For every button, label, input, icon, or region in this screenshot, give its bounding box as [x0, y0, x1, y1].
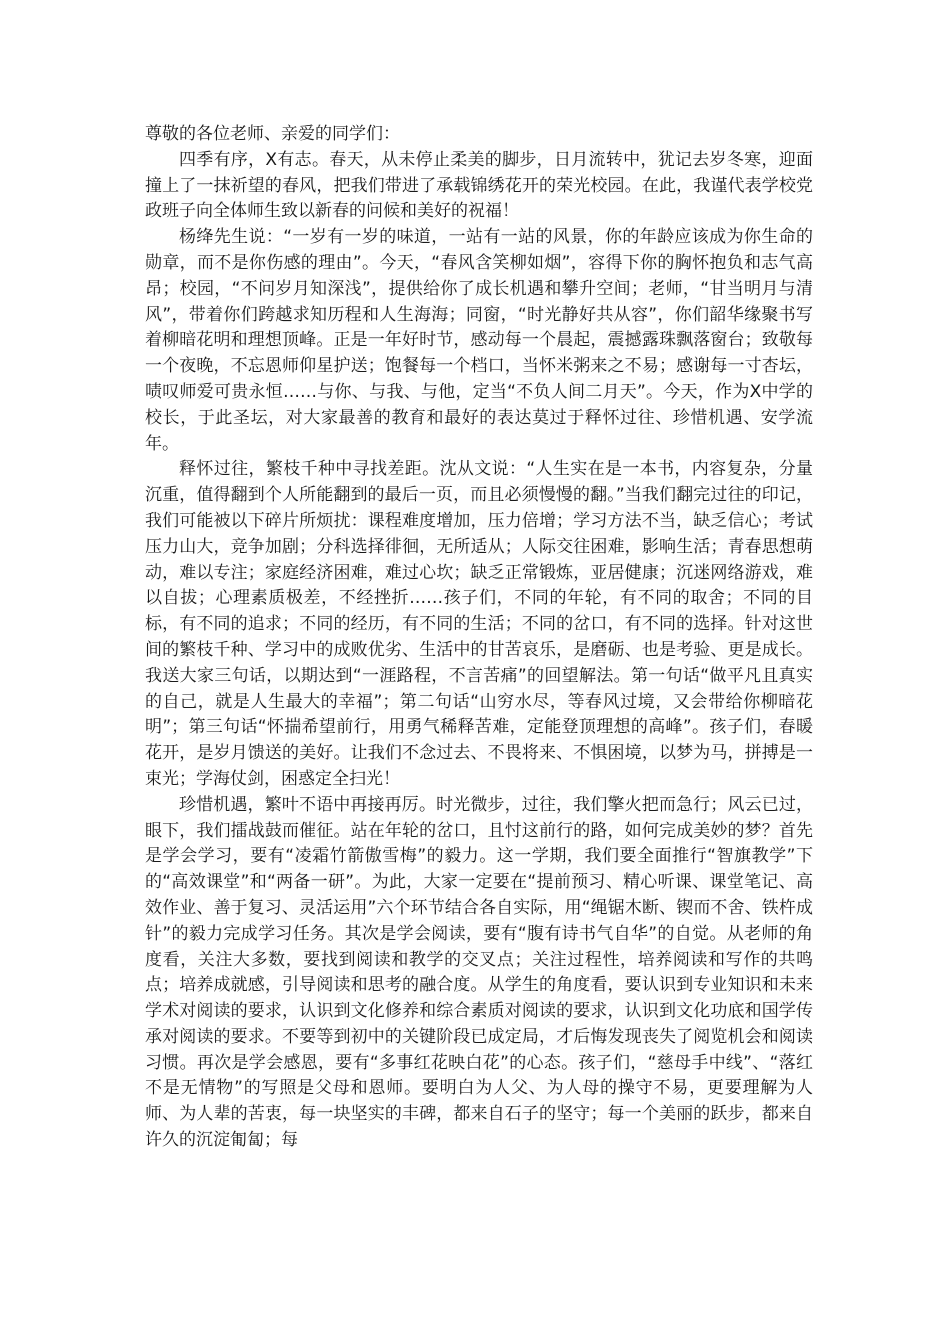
paragraph-cherish-opportunity: 珍惜机遇，繁叶不语中再接再厉。时光微步，过往，我们擎火把而急行；风云已过，眼下，我们擂战鼓而催征。站在年轮的岔口，且忖这前行的路，如何完成美妙的梦？首先是学会学习，要有“凌霜竹箭傲雪梅”的毅力。这一学期，我们要全面推行“智旗教学”下的“高效课堂”和“两备一研”。为此，大家一定要在“提前预习、精心听课、课堂笔记、高效作业、善于复习、灵活运用”六个环节结合各自实际，用“绳锯木断、锲而不舍、铁杵成针”的毅力完成学习任务。其次是学会阅读，要有“腹有诗书气自华”的自觉。从老师的角度看，关注大多数，要找到阅读和教学的交叉点；关注过程性，培养阅读和写作的共鸣点；培养成就感，引导阅读和思考的融合度。从学生的角度看，要认识到专业知识和未来学术对阅读的要求，认识到文化修养和综合素质对阅读的要求，认识到文化功底和国学传承对阅读的要求。不要等到初中的关键阶段已成定局，才后悔发现丧失了阅览机会和阅读习惯。再次是学会感恩，要有“多事红花映白花”的心态。孩子们，“慈母手中线”、“落红不是无情物”的写照是父母和恩师。要明白为人父、为人母的操守不易，更要理解为人师、为人辈的苦衷，每一块坚实的丰碑，都来自石子的坚守；每一个美丽的跃步，都来自许久的沉淀匍匐；每 — [145, 794, 813, 1151]
paragraph-opening: 四季有序，X有志。春天，从未停止柔美的脚步，日月流转中，犹记去岁冬寒，迎面撞上了一抹祈望的春风，把我们带进了承载锦绣花开的荣光校园。在此，我谨代表学校党政班子向全体师生致以新春的问候和美好的祝福！ — [145, 149, 813, 222]
paragraph-release-past: 释怀过往，繁枝千种中寻找差距。沈从文说：“人生实在是一本书，内容复杂，分量沉重，值得翻到个人所能翻到的最后一页，而且必须慢慢的翻。”当我们翻完过往的印记，我们可能被以下碎片所烦扰：课程难度增加，压力倍增；学习方法不当，缺乏信心；考试压力山大，竞争加剧；分科选择徘徊，无所适从；人际交往困难，影响生活；青春思想萌动，难以专注；家庭经济困难，难过心坎；缺乏正常锻炼，亚居健康；沉迷网络游戏，难以自拔；心理素质极差，不经挫折……孩子们，不同的年轮，有不同的取舍；不同的目标，有不同的追求；不同的经历，有不同的生活；不同的岔口，有不同的选择。针对这世间的繁枝千种、学习中的成败优劣、生活中的甘苦哀乐，是磨砺、也是考验、更是成长。我送大家三句话，以期达到“一涯路程，不言苦痛”的回望解法。第一句话“做平凡且真实的自己，就是人生最大的幸福”；第二句话“山穷水尽，等春风过境，又会带给你柳暗花明”；第三句话“怀揣希望前行，用勇气稀释苦难，定能登顶理想的高峰”。孩子们，春暖花开，是岁月馈送的美好。让我们不念过去、不畏将来、不惧困境，以梦为马，拼搏是一束光；学海仗剑，困惑定全扫光！ — [145, 459, 813, 789]
salutation: 尊敬的各位老师、亲爱的同学们： — [145, 124, 400, 144]
document-body — [145, 122, 813, 1154]
paragraph-yang-jiang: 杨绛先生说：“一岁有一岁的味道，一站有一站的风景，你的年龄应该成为你生命的勋章，而不是你伤感的理由”。今天，“春风含笑柳如烟”，容得下你的胸怀抱负和志气高昂；校园，“不问岁月知深浅”，提供给你了成长机遇和攀升空间；老师，“甘当明月与清风”，带着你们跨越求知历程和人生海海；同窗，“时光静好共从容”，你们韶华缘聚书写着柳暗花明和理想顶峰。正是一年好时节，感动每一个晨起，震撼露珠飘落窗台；致敬每一个夜晚，不忘恩师仰星护送；饱餐每一个档口，当怀米粥来之不易；感谢每一寸杏坛，啧叹师爱可贵永恒……与你、与我、与他，定当“不负人间二月天”。今天，作为X中学的校长，于此圣坛，对大家最善的教育和最好的表达莫过于释怀过往、珍惜机遇、安学流年。 — [145, 227, 813, 454]
